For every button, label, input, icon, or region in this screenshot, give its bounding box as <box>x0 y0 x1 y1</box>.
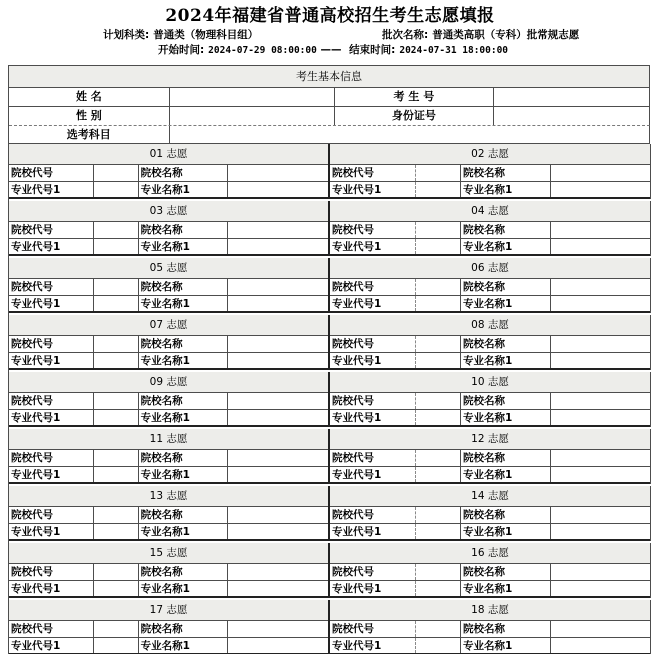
major-name-label: 专业名称1 <box>139 467 229 482</box>
major-name-label: 专业名称1 <box>461 353 551 368</box>
school-code-label: 院校代号 <box>9 279 94 295</box>
school-name-field[interactable] <box>551 507 650 523</box>
school-code-field[interactable] <box>94 393 139 409</box>
table-row <box>330 581 650 598</box>
school-name-label: 院校名称 <box>461 507 551 523</box>
end-time-label: 结束时间: <box>349 44 396 56</box>
volunteer-title: 05 志愿 <box>9 258 328 279</box>
major-code-label: 专业代号1 <box>330 353 416 368</box>
table-row <box>330 353 650 370</box>
volunteer-title: 03 志愿 <box>9 201 328 222</box>
table-row <box>330 450 650 467</box>
major-code-field[interactable] <box>416 296 461 311</box>
school-name-field[interactable] <box>551 222 650 238</box>
page-title: 2024年福建省普通高校招生考生志愿填报 <box>165 6 495 26</box>
table-row <box>330 336 650 353</box>
school-code-label: 院校代号 <box>330 222 416 238</box>
school-name-field[interactable] <box>228 165 328 181</box>
school-code-field[interactable] <box>416 621 461 637</box>
candidate-number-label: 考 生 号 <box>335 88 495 106</box>
table-row <box>9 165 328 182</box>
major-code-label: 专业代号1 <box>9 182 94 197</box>
school-name-field[interactable] <box>228 450 328 466</box>
volunteer-block <box>9 258 330 313</box>
school-code-field[interactable] <box>94 621 139 637</box>
major-code-field[interactable] <box>416 410 461 425</box>
school-name-label: 院校名称 <box>139 507 229 523</box>
gender-label: 性 别 <box>9 107 170 125</box>
school-code-label: 院校代号 <box>9 450 94 466</box>
table-row <box>9 336 328 353</box>
school-code-label: 院校代号 <box>330 450 416 466</box>
table-row <box>9 581 328 598</box>
volunteer-title: 11 志愿 <box>9 429 328 450</box>
table-row <box>9 222 328 239</box>
table-row <box>9 393 328 410</box>
volunteer-title: 13 志愿 <box>9 486 328 507</box>
table-row <box>9 296 328 313</box>
major-name-label: 专业名称1 <box>139 410 229 425</box>
volunteer-block <box>9 315 330 370</box>
table-row <box>9 564 328 581</box>
plan-category-label: 计划科类: <box>103 29 150 41</box>
table-row <box>9 410 328 427</box>
major-code-field[interactable] <box>416 581 461 596</box>
school-name-label: 院校名称 <box>139 450 229 466</box>
school-code-field[interactable] <box>94 279 139 295</box>
volunteer-block <box>330 486 651 541</box>
table-row <box>9 524 328 541</box>
table-row <box>9 467 328 484</box>
school-name-label: 院校名称 <box>139 222 229 238</box>
volunteer-block <box>9 543 330 598</box>
school-code-label: 院校代号 <box>330 279 416 295</box>
school-name-label: 院校名称 <box>139 564 229 580</box>
major-name-label: 专业名称1 <box>139 353 229 368</box>
school-name-label: 院校名称 <box>461 336 551 352</box>
volunteer-title: 06 志愿 <box>330 258 650 279</box>
name-field[interactable] <box>170 88 335 106</box>
major-code-label: 专业代号1 <box>9 524 94 539</box>
table-row <box>330 222 650 239</box>
volunteer-block <box>330 315 651 370</box>
volunteer-block <box>330 258 651 313</box>
major-code-label: 专业代号1 <box>330 581 416 596</box>
table-row <box>330 467 650 484</box>
school-code-field[interactable] <box>416 450 461 466</box>
school-name-label: 院校名称 <box>139 393 229 409</box>
major-code-field[interactable] <box>94 182 139 197</box>
table-row <box>9 450 328 467</box>
volunteer-row <box>9 372 651 427</box>
major-code-field[interactable] <box>94 239 139 254</box>
school-name-label: 院校名称 <box>461 393 551 409</box>
major-code-field[interactable] <box>416 638 461 653</box>
major-code-label: 专业代号1 <box>9 410 94 425</box>
school-name-label: 院校名称 <box>461 222 551 238</box>
school-code-label: 院校代号 <box>9 165 94 181</box>
table-row <box>330 239 650 256</box>
volunteer-block <box>330 144 651 199</box>
volunteer-block <box>9 486 330 541</box>
volunteer-block <box>9 600 330 654</box>
volunteer-title: 14 志愿 <box>330 486 650 507</box>
school-name-label: 院校名称 <box>461 165 551 181</box>
volunteer-row <box>9 486 651 541</box>
major-name-field[interactable] <box>228 182 328 197</box>
major-name-label: 专业名称1 <box>461 296 551 311</box>
school-name-field[interactable] <box>551 165 650 181</box>
school-code-field[interactable] <box>416 222 461 238</box>
table-row <box>330 564 650 581</box>
volunteer-title: 12 志愿 <box>330 429 650 450</box>
school-code-field[interactable] <box>94 564 139 580</box>
school-code-field[interactable] <box>416 165 461 181</box>
major-code-field[interactable] <box>416 239 461 254</box>
school-code-label: 院校代号 <box>330 336 416 352</box>
major-name-label: 专业名称1 <box>461 410 551 425</box>
school-name-field[interactable] <box>551 393 650 409</box>
time-separator: —— <box>320 44 342 56</box>
major-name-field[interactable] <box>228 467 328 482</box>
school-name-field[interactable] <box>228 279 328 295</box>
school-code-field[interactable] <box>416 336 461 352</box>
major-code-label: 专业代号1 <box>330 239 416 254</box>
table-row <box>330 507 650 524</box>
plan-batch-row <box>0 28 660 43</box>
school-code-label: 院校代号 <box>9 621 94 637</box>
major-code-label: 专业代号1 <box>9 239 94 254</box>
volunteer-title: 15 志愿 <box>9 543 328 564</box>
table-row <box>9 239 328 256</box>
major-name-field[interactable] <box>228 239 328 254</box>
school-code-field[interactable] <box>416 279 461 295</box>
major-code-label: 专业代号1 <box>330 638 416 653</box>
major-name-label: 专业名称1 <box>461 581 551 596</box>
major-name-field[interactable] <box>228 524 328 539</box>
basic-info-table <box>8 65 650 145</box>
major-code-label: 专业代号1 <box>330 524 416 539</box>
school-name-field[interactable] <box>551 621 650 637</box>
major-code-label: 专业代号1 <box>330 296 416 311</box>
table-row <box>9 507 328 524</box>
id-number-field[interactable] <box>494 107 649 125</box>
start-time-label: 开始时间: <box>157 44 205 56</box>
school-code-field[interactable] <box>94 507 139 523</box>
volunteer-row <box>9 201 651 256</box>
batch-name <box>382 28 579 43</box>
basic-info-section-title: 考生基本信息 <box>9 66 650 88</box>
table-row <box>330 182 650 199</box>
major-code-label: 专业代号1 <box>9 467 94 482</box>
major-code-field[interactable] <box>416 182 461 197</box>
major-name-label: 专业名称1 <box>139 524 229 539</box>
volunteer-block <box>330 600 651 654</box>
table-row <box>330 621 650 638</box>
major-name-field[interactable] <box>228 410 328 425</box>
school-code-field[interactable] <box>416 564 461 580</box>
school-name-label: 院校名称 <box>139 279 229 295</box>
major-code-label: 专业代号1 <box>9 353 94 368</box>
volunteer-title: 17 志愿 <box>9 600 328 621</box>
name-label: 姓 名 <box>9 88 170 106</box>
major-code-label: 专业代号1 <box>330 410 416 425</box>
elective-subjects-field[interactable] <box>170 126 650 144</box>
school-code-label: 院校代号 <box>330 165 416 181</box>
volunteer-title: 09 志愿 <box>9 372 328 393</box>
major-name-label: 专业名称1 <box>461 467 551 482</box>
school-code-label: 院校代号 <box>330 621 416 637</box>
table-row <box>330 279 650 296</box>
major-code-field[interactable] <box>416 524 461 539</box>
major-name-label: 专业名称1 <box>139 581 229 596</box>
plan-category <box>103 28 258 43</box>
table-row <box>9 279 328 296</box>
school-code-field[interactable] <box>94 222 139 238</box>
school-code-label: 院校代号 <box>330 564 416 580</box>
volunteer-row <box>9 315 651 370</box>
volunteer-title: 07 志愿 <box>9 315 328 336</box>
volunteer-title: 08 志愿 <box>330 315 650 336</box>
school-name-label: 院校名称 <box>139 336 229 352</box>
plan-category-value: 普通类（物理科目组） <box>153 29 259 41</box>
table-row <box>9 638 328 654</box>
school-name-label: 院校名称 <box>461 279 551 295</box>
major-code-label: 专业代号1 <box>330 467 416 482</box>
volunteer-block <box>330 372 651 427</box>
volunteer-row <box>9 543 651 598</box>
table-row <box>330 393 650 410</box>
volunteer-block <box>9 201 330 256</box>
volunteer-block <box>330 429 651 484</box>
school-name-label: 院校名称 <box>139 165 229 181</box>
major-code-field[interactable] <box>94 353 139 368</box>
major-name-label: 专业名称1 <box>139 638 229 653</box>
school-name-label: 院校名称 <box>461 450 551 466</box>
school-code-field[interactable] <box>94 450 139 466</box>
volunteer-block <box>9 372 330 427</box>
batch-name-value: 普通类高职（专科）批常规志愿 <box>432 29 580 41</box>
major-name-field[interactable] <box>228 353 328 368</box>
major-code-label: 专业代号1 <box>9 581 94 596</box>
school-name-field[interactable] <box>228 336 328 352</box>
school-name-field[interactable] <box>551 279 650 295</box>
major-code-field[interactable] <box>94 296 139 311</box>
school-name-field[interactable] <box>551 450 650 466</box>
school-name-label: 院校名称 <box>461 564 551 580</box>
volunteer-title: 04 志愿 <box>330 201 650 222</box>
major-name-field[interactable] <box>228 638 328 653</box>
gender-field[interactable] <box>170 107 335 125</box>
volunteer-list <box>8 143 650 654</box>
major-name-label: 专业名称1 <box>461 239 551 254</box>
table-row <box>9 107 650 126</box>
volunteer-title: 01 志愿 <box>9 144 328 165</box>
school-name-label: 院校名称 <box>139 621 229 637</box>
major-code-label: 专业代号1 <box>9 638 94 653</box>
major-code-field[interactable] <box>94 524 139 539</box>
major-name-field[interactable] <box>551 581 650 596</box>
major-name-label: 专业名称1 <box>139 182 229 197</box>
school-code-label: 院校代号 <box>9 336 94 352</box>
volunteer-block <box>330 201 651 256</box>
volunteer-row <box>9 144 651 199</box>
volunteer-row <box>9 258 651 313</box>
school-code-label: 院校代号 <box>9 393 94 409</box>
table-row <box>330 296 650 313</box>
school-name-label: 院校名称 <box>461 621 551 637</box>
major-code-label: 专业代号1 <box>330 182 416 197</box>
major-code-field[interactable] <box>94 581 139 596</box>
volunteer-block <box>9 144 330 199</box>
table-row <box>9 621 328 638</box>
major-name-field[interactable] <box>551 638 650 653</box>
table-row <box>330 638 650 654</box>
major-name-field[interactable] <box>551 296 650 311</box>
major-code-label: 专业代号1 <box>9 296 94 311</box>
elective-subjects-label: 选考科目 <box>9 126 170 144</box>
table-row <box>9 353 328 370</box>
school-name-field[interactable] <box>228 564 328 580</box>
major-name-field[interactable] <box>551 353 650 368</box>
volunteer-title: 16 志愿 <box>330 543 650 564</box>
school-code-label: 院校代号 <box>330 507 416 523</box>
volunteer-row <box>9 429 651 484</box>
major-name-label: 专业名称1 <box>461 182 551 197</box>
time-range-row <box>0 43 660 58</box>
major-name-field[interactable] <box>228 296 328 311</box>
candidate-number-field[interactable] <box>494 88 649 106</box>
id-number-label: 身份证号 <box>335 107 495 125</box>
school-name-field[interactable] <box>228 507 328 523</box>
end-time-value: 2024-07-31 18:00:00 <box>399 45 509 56</box>
table-row <box>330 165 650 182</box>
major-name-field[interactable] <box>551 410 650 425</box>
volunteer-title: 02 志愿 <box>330 144 650 165</box>
major-code-field[interactable] <box>416 467 461 482</box>
major-name-field[interactable] <box>228 581 328 596</box>
volunteer-title: 18 志愿 <box>330 600 650 621</box>
major-code-field[interactable] <box>94 410 139 425</box>
school-code-label: 院校代号 <box>9 507 94 523</box>
time-range <box>0 43 660 58</box>
volunteer-block <box>9 429 330 484</box>
batch-name-label: 批次名称: <box>382 29 429 41</box>
major-name-field[interactable] <box>551 524 650 539</box>
table-row <box>330 410 650 427</box>
major-code-field[interactable] <box>416 353 461 368</box>
major-name-field[interactable] <box>551 467 650 482</box>
volunteer-row <box>9 600 651 654</box>
major-code-field[interactable] <box>94 467 139 482</box>
school-code-field[interactable] <box>94 165 139 181</box>
school-code-label: 院校代号 <box>9 564 94 580</box>
major-name-label: 专业名称1 <box>139 239 229 254</box>
major-name-label: 专业名称1 <box>461 638 551 653</box>
volunteer-block <box>330 543 651 598</box>
school-name-field[interactable] <box>551 564 650 580</box>
school-name-field[interactable] <box>228 621 328 637</box>
school-code-field[interactable] <box>416 507 461 523</box>
school-name-field[interactable] <box>228 222 328 238</box>
table-row <box>9 88 650 107</box>
major-name-label: 专业名称1 <box>139 296 229 311</box>
school-code-field[interactable] <box>94 336 139 352</box>
school-name-field[interactable] <box>228 393 328 409</box>
volunteer-title: 10 志愿 <box>330 372 650 393</box>
major-name-field[interactable] <box>551 239 650 254</box>
major-code-field[interactable] <box>94 638 139 653</box>
major-name-label: 专业名称1 <box>461 524 551 539</box>
school-code-label: 院校代号 <box>330 393 416 409</box>
school-code-field[interactable] <box>416 393 461 409</box>
major-name-field[interactable] <box>551 182 650 197</box>
table-row <box>9 182 328 199</box>
school-code-label: 院校代号 <box>9 222 94 238</box>
school-name-field[interactable] <box>551 336 650 352</box>
table-row <box>330 524 650 541</box>
start-time-value: 2024-07-29 08:00:00 <box>208 45 317 56</box>
